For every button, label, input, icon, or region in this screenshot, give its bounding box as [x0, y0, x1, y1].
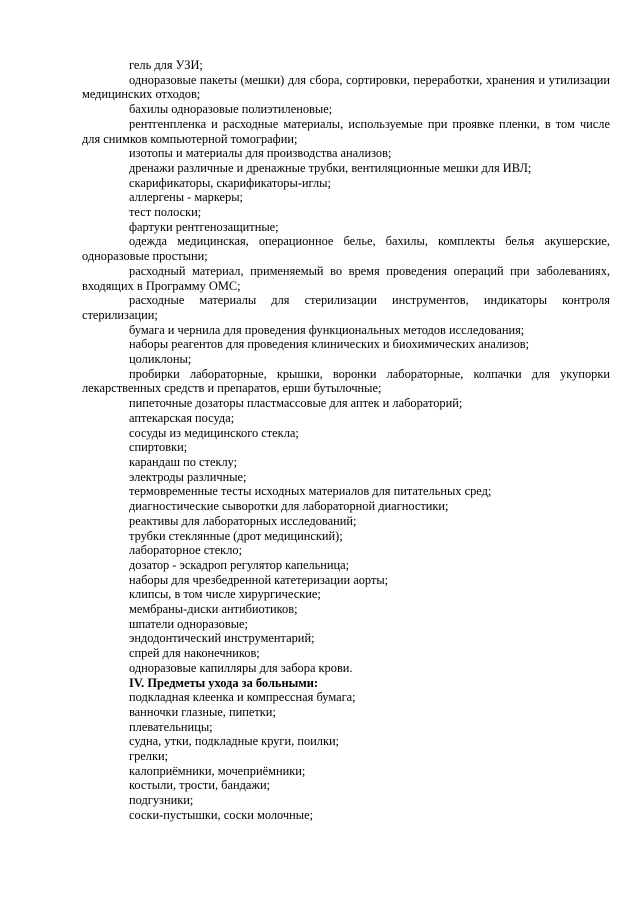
list-item: соски-пустышки, соски молочные; — [129, 807, 314, 822]
list-item: аллергены - маркеры; — [129, 190, 243, 205]
list-item: реактивы для лабораторных исследований; — [129, 513, 357, 528]
list-item: наборы для чрезбедренной катетеризации аорты; — [129, 572, 389, 587]
list-item: одноразовые капилляры для забора крови. — [129, 660, 353, 675]
list-item: спрей для наконечников; — [129, 646, 260, 661]
list-item: фартуки рентгенозащитные; — [129, 219, 279, 234]
document-page — [82, 58, 610, 823]
list-item: сосуды из медицинского стекла; — [129, 425, 299, 440]
list-item: рентгенпленка и расходные материалы, используемые при проявке пленки, в том числе для снимков компьютерной томографии; — [82, 116, 610, 146]
list-item: цоликлоны; — [129, 352, 192, 367]
list-item: расходные материалы для стерилизации инструментов, индикаторы контроля стерилизации; — [82, 293, 610, 322]
list-item: дренажи различные и дренажные трубки, вентиляционные мешки для ИВЛ; — [129, 160, 532, 175]
list-item: бумага и чернила для проведения функциональных методов исследования; — [129, 322, 525, 337]
list-item: термовременные тесты исходных материалов для питательных сред; — [129, 484, 492, 499]
list-item: судна, утки, подкладные круги, поилки; — [129, 734, 340, 749]
list-item: пробирки лабораторные, крышки, воронки лабораторные, колпачки для укупорки лекарственных средств и препаратов, ерши бутылочные; — [82, 366, 610, 396]
list-item: тест полоски; — [129, 205, 202, 220]
list-item: скарификаторы, скарификаторы-иглы; — [129, 175, 331, 190]
list-item: спиртовки; — [129, 440, 188, 455]
list-item: мембраны-диски антибиотиков; — [129, 602, 298, 617]
list-item: электроды различные; — [129, 469, 247, 484]
list-item: одежда медицинская, операционное белье, бахилы, комплекты белья акушерские, одноразовые простыни; — [82, 234, 610, 264]
list-item: подгузники; — [129, 793, 194, 808]
list-item: диагностические сыворотки для лабораторной диагностики; — [129, 499, 449, 514]
list-item: лабораторное стекло; — [129, 543, 243, 558]
list-item: одноразовые пакеты (мешки) для сбора, сортировки, переработки, хранения и утилизации медицинских отходов; — [82, 72, 610, 102]
list-item: изотопы и материалы для производства анализов; — [129, 146, 392, 161]
list-item: ванночки глазные, пипетки; — [129, 704, 276, 719]
list-item: костыли, трости, бандажи; — [129, 778, 271, 793]
list-item: эндодонтический инструментарий; — [129, 631, 315, 646]
list-item: грелки; — [129, 749, 169, 764]
list-item: карандаш по стеклу; — [129, 454, 238, 469]
list-item: трубки стеклянные (дрот медицинский); — [129, 528, 343, 543]
list-item: расходный материал, применяемый во время проведения операций при заболеваниях, входящих в Программу ОМС; — [82, 263, 610, 293]
list-item: пипеточные дозаторы пластмассовые для аптек и лабораторий; — [129, 396, 463, 411]
list-item: калоприёмники, мочеприёмники; — [129, 763, 306, 778]
list-item: наборы реагентов для проведения клинических и биохимических анализов; — [129, 337, 530, 352]
list-item: шпатели одноразовые; — [129, 616, 248, 631]
list-item: клипсы, в том числе хирургические; — [129, 587, 321, 602]
section-heading: IV. Предметы ухода за больными: — [129, 675, 318, 690]
list-item: гель для УЗИ; — [129, 58, 203, 72]
list-item: плевательницы; — [129, 719, 213, 734]
list-item: аптекарская посуда; — [129, 410, 235, 425]
list-item: бахилы одноразовые полиэтиленовые; — [129, 102, 333, 117]
list-item: дозатор - эскадроп регулятор капельница; — [129, 557, 350, 572]
list-item: подкладная клеенка и компрессная бумага; — [129, 690, 356, 705]
